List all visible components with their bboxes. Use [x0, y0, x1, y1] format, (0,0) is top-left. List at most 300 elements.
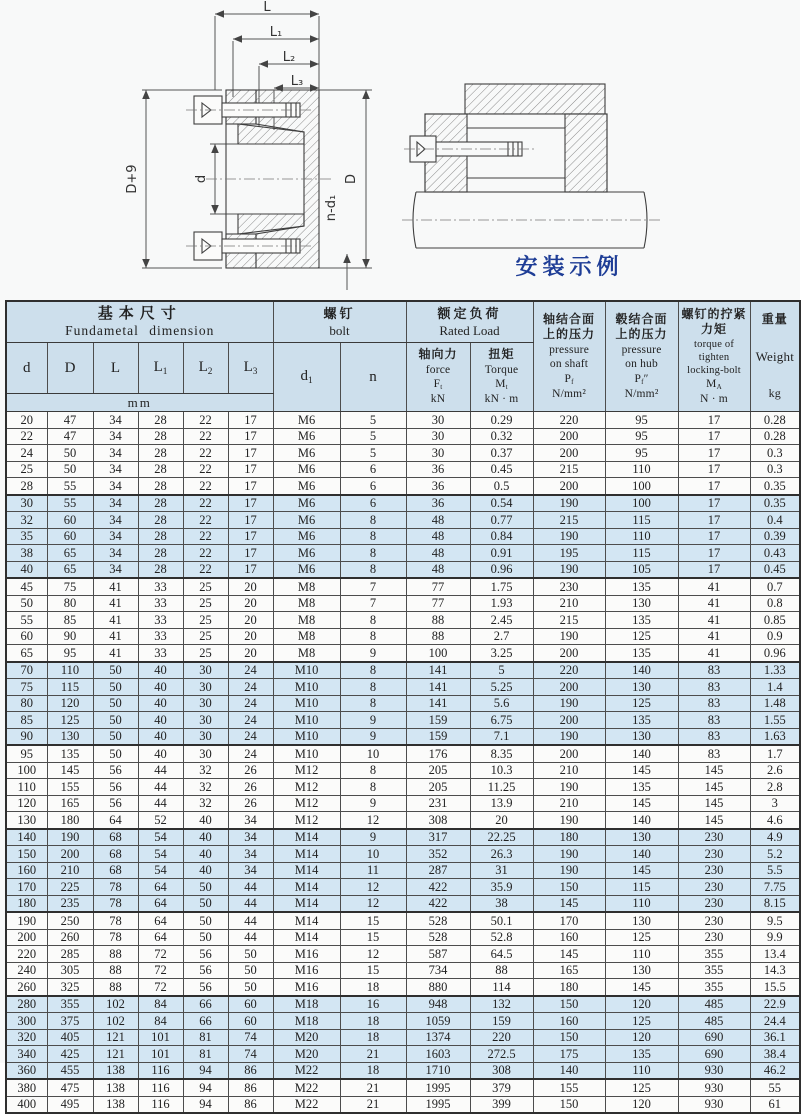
table-cell: 50 [183, 912, 228, 929]
table-cell: 230 [678, 879, 750, 896]
table-cell: M10 [273, 695, 340, 712]
table-cell: 88 [93, 962, 138, 979]
table-cell: 11.25 [470, 779, 533, 796]
table-cell: 317 [406, 829, 470, 846]
installation-caption: 安装示例 [515, 254, 624, 279]
table-cell: 21 [340, 1096, 406, 1113]
table-cell: M18 [273, 996, 340, 1013]
table-cell: 56 [183, 962, 228, 979]
table-cell: 65 [6, 645, 47, 662]
table-cell: 30 [406, 445, 470, 462]
table-cell: 17 [228, 561, 273, 578]
table-cell: 9 [340, 645, 406, 662]
table-cell: 155 [47, 779, 93, 796]
table-cell: 28 [138, 478, 183, 495]
table-cell: 22 [183, 512, 228, 529]
table-cell: 64 [138, 912, 183, 929]
header-basic-dimension-zh: 基本尺寸 [97, 305, 182, 322]
table-cell: 141 [406, 679, 470, 696]
table-cell: 30 [183, 712, 228, 729]
col-header-L3: $L_3$ [228, 343, 273, 394]
table-cell: 230 [678, 829, 750, 846]
table-cell: 22 [183, 461, 228, 478]
table-cell: 64 [93, 812, 138, 829]
table-cell: 48 [406, 528, 470, 545]
table-cell: 130 [605, 829, 678, 846]
table-cell: 734 [406, 962, 470, 979]
table-cell: 72 [138, 946, 183, 963]
table-cell: 81 [183, 1046, 228, 1063]
table-row [6, 946, 800, 963]
table-cell: 165 [47, 795, 93, 812]
table-cell: 30 [406, 412, 470, 429]
table-cell: M12 [273, 795, 340, 812]
table-cell: 50 [6, 595, 47, 612]
table-cell: 1.75 [470, 578, 533, 595]
installed-assembly [410, 84, 647, 248]
table-cell: 13.9 [470, 795, 533, 812]
table-cell: 125 [605, 628, 678, 645]
table-cell: 190 [533, 561, 605, 578]
table-cell: 190 [533, 528, 605, 545]
table-cell: 220 [6, 946, 47, 963]
table-cell: 114 [470, 979, 533, 996]
table-cell: 28 [138, 561, 183, 578]
table-cell: 145 [678, 812, 750, 829]
force-unit: kN [430, 393, 446, 406]
table-cell: 308 [470, 1062, 533, 1079]
table-cell: 200 [533, 428, 605, 445]
table-cell: 55 [47, 478, 93, 495]
table-cell: 60 [47, 528, 93, 545]
table-cell: 84 [138, 1013, 183, 1030]
table-cell: 230 [678, 895, 750, 912]
table-cell: 78 [93, 879, 138, 896]
table-cell: 64 [138, 895, 183, 912]
table-cell: 94 [183, 1096, 228, 1113]
table-cell: 220 [533, 662, 605, 679]
table-cell: 120 [605, 1029, 678, 1046]
table-cell: 190 [47, 829, 93, 846]
table-cell: 10 [340, 745, 406, 762]
table-cell: 0.35 [750, 478, 800, 495]
table-cell: 40 [138, 745, 183, 762]
pressure-shaft-symbol: $P_f$ [564, 372, 574, 386]
table-cell: 130 [605, 912, 678, 929]
table-cell: 50 [228, 962, 273, 979]
table-cell: 34 [228, 846, 273, 863]
col-header-torque [470, 343, 533, 412]
col-header-d1: $d_1$ [273, 343, 340, 412]
table-cell: 422 [406, 895, 470, 912]
table-cell: 135 [605, 578, 678, 595]
table-cell: 17 [678, 512, 750, 529]
table-cell: 9 [340, 829, 406, 846]
table-cell: 72 [138, 979, 183, 996]
table-cell: M6 [273, 512, 340, 529]
table-cell: 32 [183, 795, 228, 812]
table-row [6, 745, 800, 762]
header-weight [750, 301, 800, 412]
table-cell: 160 [533, 1013, 605, 1030]
table-cell: 135 [605, 712, 678, 729]
table-cell: 8 [340, 695, 406, 712]
table-cell: 54 [138, 829, 183, 846]
table-cell: 205 [406, 779, 470, 796]
table-cell: 159 [470, 1013, 533, 1030]
table-cell: M6 [273, 412, 340, 429]
table-cell: 170 [533, 912, 605, 929]
table-cell: 180 [533, 979, 605, 996]
table-row [6, 428, 800, 445]
table-cell: 120 [47, 695, 93, 712]
table-cell: M8 [273, 628, 340, 645]
table-cell: 60 [228, 996, 273, 1013]
table-cell: 116 [138, 1062, 183, 1079]
table-cell: M6 [273, 461, 340, 478]
table-cell: 190 [533, 846, 605, 863]
table-cell: 34 [93, 561, 138, 578]
table-cell: 38 [470, 895, 533, 912]
table-cell: 64 [138, 929, 183, 946]
table-cell: 352 [406, 846, 470, 863]
table-cell: 34 [93, 445, 138, 462]
table-cell: 86 [228, 1096, 273, 1113]
table-cell: 50 [47, 461, 93, 478]
table-cell: 120 [605, 996, 678, 1013]
table-cell: 0.32 [470, 428, 533, 445]
table-cell: 66 [183, 996, 228, 1013]
table-cell: M22 [273, 1096, 340, 1113]
table-cell: 61 [750, 1096, 800, 1113]
table-cell: 24 [228, 728, 273, 745]
col-header-L1: $L_1$ [138, 343, 183, 394]
pressure-hub-unit: N/mm² [624, 387, 659, 400]
table-cell: 230 [678, 929, 750, 946]
table-cell: 50 [183, 895, 228, 912]
table-cell: 170 [6, 879, 47, 896]
tighten-zh2: 力矩 [701, 322, 728, 337]
table-cell: 90 [6, 728, 47, 745]
table-cell: 0.28 [750, 412, 800, 429]
torque-zh: 扭矩 [488, 347, 515, 362]
table-cell: M12 [273, 779, 340, 796]
table-cell: 20 [228, 595, 273, 612]
table-cell: 2.45 [470, 612, 533, 629]
table-cell: 44 [228, 895, 273, 912]
table-body [6, 412, 800, 1114]
table-row [6, 762, 800, 779]
table-cell: 115 [605, 879, 678, 896]
table-cell: 83 [678, 728, 750, 745]
table-cell: 41 [93, 578, 138, 595]
table-cell: 9.5 [750, 912, 800, 929]
table-cell: 250 [47, 912, 93, 929]
table-cell: 95 [47, 645, 93, 662]
header-bolt [273, 301, 406, 343]
table-cell: 28 [138, 545, 183, 562]
tighten-zh1: 螺钉的拧紧 [681, 306, 747, 321]
table-cell: 130 [605, 679, 678, 696]
table-cell: 145 [605, 795, 678, 812]
table-cell: 30 [183, 695, 228, 712]
table-cell: 10.3 [470, 762, 533, 779]
table-row [6, 979, 800, 996]
table-cell: 141 [406, 662, 470, 679]
pressure-hub-en2: on hub [625, 358, 658, 371]
table-cell: 20 [470, 812, 533, 829]
table-cell: 83 [678, 695, 750, 712]
table-cell: 8.15 [750, 895, 800, 912]
table-cell: 260 [6, 979, 47, 996]
table-cell: 1.93 [470, 595, 533, 612]
table-cell: 81 [183, 1029, 228, 1046]
table-cell: 355 [678, 946, 750, 963]
table-cell: 25 [183, 578, 228, 595]
header-basic-dimension [6, 301, 273, 343]
table-cell: 24 [228, 712, 273, 729]
table-cell: 475 [47, 1079, 93, 1096]
table-cell: 180 [6, 895, 47, 912]
pressure-hub-symbol: $P_f''$ [634, 372, 649, 386]
table-cell: 17 [678, 461, 750, 478]
table-cell: 375 [47, 1013, 93, 1030]
table-cell: 41 [678, 612, 750, 629]
table-cell: 56 [93, 779, 138, 796]
table-cell: 121 [93, 1029, 138, 1046]
table-cell: M22 [273, 1079, 340, 1096]
table-cell: 930 [678, 1062, 750, 1079]
table-cell: 12 [340, 879, 406, 896]
table-cell: 0.28 [750, 428, 800, 445]
table-cell: 1.55 [750, 712, 800, 729]
table-cell: 125 [605, 929, 678, 946]
table-cell: 287 [406, 862, 470, 879]
table-cell: 64.5 [470, 946, 533, 963]
header-tightening-torque [678, 301, 750, 412]
table-cell: 135 [605, 612, 678, 629]
table-cell: 190 [533, 728, 605, 745]
table-cell: 880 [406, 979, 470, 996]
table-cell: 4.9 [750, 829, 800, 846]
table-cell: 18 [340, 979, 406, 996]
table-cell: 132 [470, 996, 533, 1013]
table-cell: 1059 [406, 1013, 470, 1030]
table-cell: 30 [183, 745, 228, 762]
table-cell: 44 [228, 879, 273, 896]
table-cell: 200 [47, 846, 93, 863]
table-cell: 33 [138, 612, 183, 629]
table-cell: 215 [533, 612, 605, 629]
table-row [6, 512, 800, 529]
table-cell: 41 [678, 645, 750, 662]
table-cell: 116 [138, 1096, 183, 1113]
table-cell: 22 [183, 445, 228, 462]
table-cell: M8 [273, 578, 340, 595]
table-cell: M18 [273, 1013, 340, 1030]
table-cell: 190 [533, 862, 605, 879]
dim-label-L1: L₁ [269, 25, 283, 40]
table-cell: 587 [406, 946, 470, 963]
torque-en: Torque [484, 363, 519, 376]
table-cell: 100 [406, 645, 470, 662]
table-cell: 9 [340, 712, 406, 729]
table-cell: 28 [138, 445, 183, 462]
table-cell: 35.9 [470, 879, 533, 896]
weight-unit: kg [768, 385, 781, 400]
table-cell: 83 [678, 662, 750, 679]
table-cell: 52.8 [470, 929, 533, 946]
table-row [6, 962, 800, 979]
pressure-hub-zh2: 上的压力 [615, 327, 668, 342]
table-cell: 1995 [406, 1079, 470, 1096]
table-cell: 32 [183, 762, 228, 779]
table-cell: 66 [183, 1013, 228, 1030]
table-cell: 190 [533, 779, 605, 796]
table-cell: 90 [47, 628, 93, 645]
pressure-shaft-unit: N/mm² [552, 387, 586, 400]
table-cell: 422 [406, 879, 470, 896]
table-cell: 22 [183, 561, 228, 578]
table-cell: 200 [533, 745, 605, 762]
table-cell: 210 [533, 762, 605, 779]
pressure-shaft-en1: pressure [549, 344, 589, 357]
table-cell: 88 [93, 979, 138, 996]
table-cell: 34 [93, 478, 138, 495]
table-cell: 235 [47, 895, 93, 912]
table-cell: 140 [533, 1062, 605, 1079]
table-cell: 45 [6, 578, 47, 595]
table-cell: 1.7 [750, 745, 800, 762]
table-cell: 0.8 [750, 595, 800, 612]
table-cell: 17 [678, 545, 750, 562]
table-cell: M6 [273, 495, 340, 512]
table-cell: 85 [6, 712, 47, 729]
table-cell: 455 [47, 1062, 93, 1079]
table-cell: M14 [273, 929, 340, 946]
table-cell: 25 [6, 461, 47, 478]
table-cell: 160 [533, 929, 605, 946]
table-cell: 26 [228, 795, 273, 812]
table-cell: 215 [533, 461, 605, 478]
table-cell: 22 [183, 545, 228, 562]
table-cell: 72 [138, 962, 183, 979]
table-cell: 44 [228, 912, 273, 929]
table-cell: 30 [183, 662, 228, 679]
table-cell: 110 [605, 895, 678, 912]
table-cell: 55 [47, 495, 93, 512]
table-cell: 50 [183, 879, 228, 896]
table-row [6, 712, 800, 729]
table-cell: 130 [605, 728, 678, 745]
table-cell: 948 [406, 996, 470, 1013]
table-cell: 54 [138, 846, 183, 863]
table-cell: 78 [93, 912, 138, 929]
table-row [6, 461, 800, 478]
table-cell: 190 [533, 812, 605, 829]
table-cell: 85 [47, 612, 93, 629]
table-cell: 225 [47, 879, 93, 896]
table-cell: 145 [47, 762, 93, 779]
table-cell: 2.6 [750, 762, 800, 779]
table-cell: 65 [47, 545, 93, 562]
table-cell: 78 [93, 895, 138, 912]
table-cell: 8 [340, 779, 406, 796]
table-cell: 528 [406, 929, 470, 946]
table-cell: 8 [340, 762, 406, 779]
table-cell: M6 [273, 528, 340, 545]
table-cell: 22.9 [750, 996, 800, 1013]
table-cell: 48 [406, 512, 470, 529]
table-cell: 355 [47, 996, 93, 1013]
table-cell: 8 [340, 679, 406, 696]
table-cell: M10 [273, 679, 340, 696]
table-cell: 75 [47, 578, 93, 595]
table-cell: 47 [47, 428, 93, 445]
table-cell: 50 [228, 979, 273, 996]
table-cell: M14 [273, 862, 340, 879]
table-cell: 220 [470, 1029, 533, 1046]
table-cell: 56 [93, 762, 138, 779]
table-cell: 30 [6, 495, 47, 512]
table-cell: 930 [678, 1096, 750, 1113]
table-cell: 101 [138, 1029, 183, 1046]
table-cell: 22 [183, 428, 228, 445]
table-cell: 140 [605, 745, 678, 762]
table-cell: 28 [138, 495, 183, 512]
header-rated-load-zh: 额定负荷 [437, 305, 502, 321]
table-cell: 230 [678, 912, 750, 929]
table-cell: 25 [183, 612, 228, 629]
table-cell: 400 [6, 1096, 47, 1113]
table-cell: 7.75 [750, 879, 800, 896]
table-cell: 17 [678, 428, 750, 445]
table-cell: 150 [533, 1096, 605, 1113]
dim-label-d: d [194, 174, 209, 184]
table-cell: 220 [533, 412, 605, 429]
table-cell: 28 [138, 428, 183, 445]
table-cell: 3.25 [470, 645, 533, 662]
table-cell: 125 [47, 712, 93, 729]
table-row [6, 528, 800, 545]
table-cell: 1995 [406, 1096, 470, 1113]
table-cell: 55 [750, 1079, 800, 1096]
table-cell: 110 [605, 946, 678, 963]
table-cell: 140 [605, 846, 678, 863]
table-cell: M6 [273, 545, 340, 562]
table-cell: 75 [6, 679, 47, 696]
table-cell: 190 [533, 628, 605, 645]
table-cell: 8.35 [470, 745, 533, 762]
table-cell: M14 [273, 895, 340, 912]
table-cell: 24 [228, 695, 273, 712]
table-cell: 495 [47, 1096, 93, 1113]
table-cell: 33 [138, 595, 183, 612]
table-cell: 116 [138, 1079, 183, 1096]
dim-label-D: D [344, 173, 359, 185]
table-cell: 5 [340, 428, 406, 445]
table-cell: 5 [470, 662, 533, 679]
table-cell: M12 [273, 812, 340, 829]
torque-symbol: $M_t$ [495, 378, 508, 392]
table-cell: 68 [93, 829, 138, 846]
table-cell: 7 [340, 578, 406, 595]
table-cell: 8 [340, 561, 406, 578]
table-cell: 1603 [406, 1046, 470, 1063]
table-cell: 215 [533, 512, 605, 529]
table-cell: 0.5 [470, 478, 533, 495]
table-cell: 28 [138, 528, 183, 545]
